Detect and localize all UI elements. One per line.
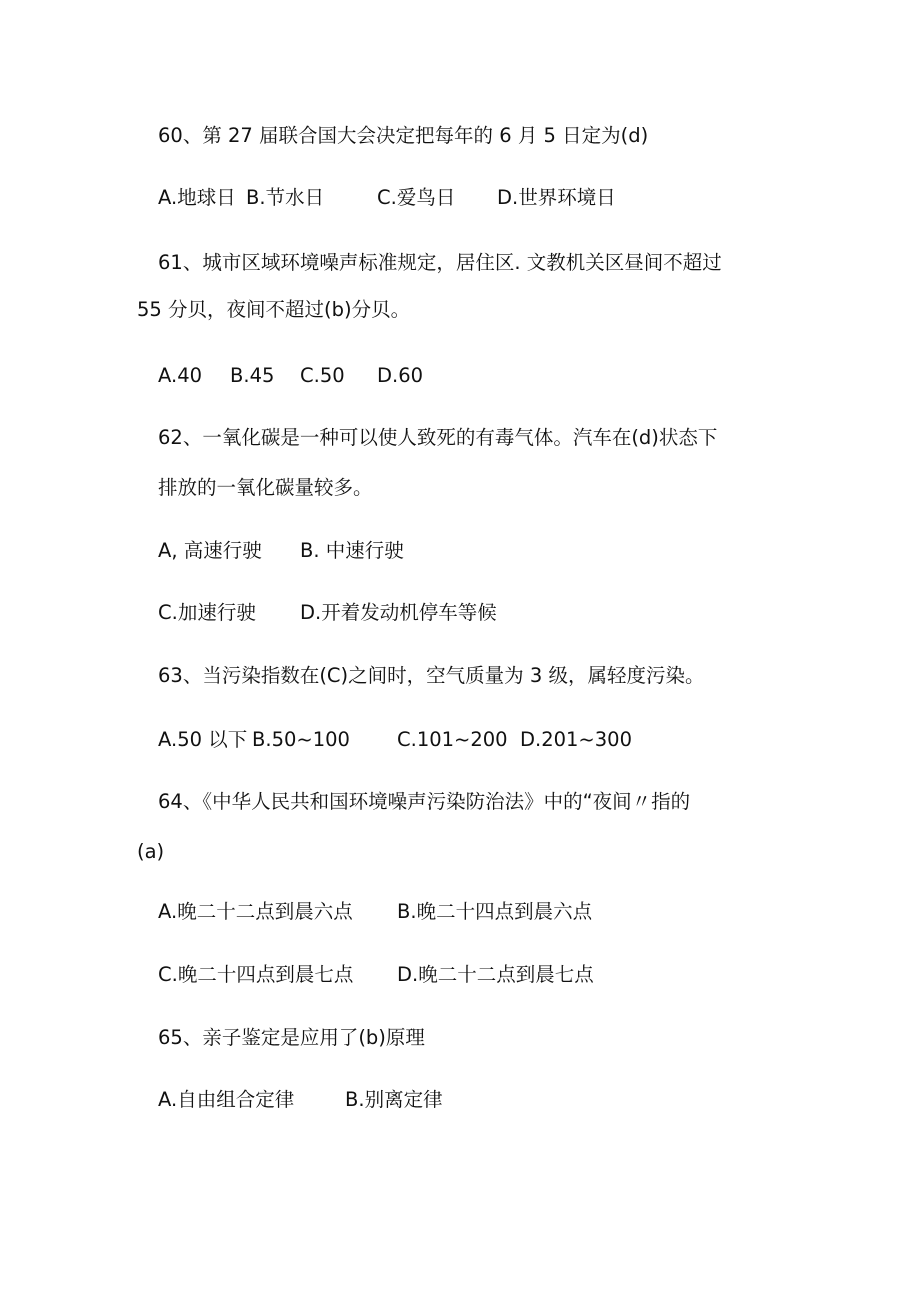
- question-63-option-c: C.101~200: [397, 728, 508, 751]
- question-61-stem-cont: 55 分贝，夜间不超过(b)分贝。: [137, 298, 411, 321]
- question-62-option-c: C.加速行驶: [158, 601, 256, 624]
- question-64-option-d: D.晚二十二点到晨七点: [397, 963, 594, 986]
- question-62-stem-cont: 排放的一氧化碳量较多。: [158, 476, 373, 499]
- question-62-option-b: B. 中速行驶: [300, 539, 404, 562]
- question-63-option-a: A.50 以下: [158, 728, 248, 751]
- question-60-stem: 60、第 27 届联合国大会决定把每年的 6 月 5 日定为(d): [158, 124, 649, 147]
- question-65-option-a: A.自由组合定律: [158, 1088, 295, 1111]
- question-60-option-b: B.节水日: [246, 186, 325, 209]
- question-60-option-a: A.地球日: [158, 186, 236, 209]
- question-64-option-b: B.晚二十四点到晨六点: [397, 900, 593, 923]
- question-64-stem-cont: (a): [137, 840, 165, 863]
- question-61-stem: 61、城市区域环境噪声标准规定，居住区. 文教机关区昼间不超过: [158, 251, 722, 274]
- question-60-option-d: D.世界环境日: [497, 186, 616, 209]
- question-61-option-b: B.45: [230, 364, 275, 387]
- question-63-option-d: D.201~300: [520, 728, 632, 751]
- question-65-stem: 65、亲子鉴定是应用了(b)原理: [158, 1026, 425, 1049]
- question-61-option-c: C.50: [300, 364, 345, 387]
- question-62-option-d: D.开着发动机停车等候: [300, 601, 497, 624]
- question-61-option-a: A.40: [158, 364, 203, 387]
- question-60-option-c: C.爱鸟日: [377, 186, 456, 209]
- question-62-option-a: A, 高速行驶: [158, 539, 262, 562]
- question-63-option-b: B.50~100: [252, 728, 350, 751]
- question-65-option-b: B.别离定律: [345, 1088, 443, 1111]
- question-62-stem: 62、一氧化碳是一种可以使人致死的有毒气体。汽车在(d)状态下: [158, 426, 718, 449]
- question-64-stem: 64、《中华人民共和国环境噪声污染防治法》中的“夜间〃指的: [158, 790, 691, 813]
- question-64-option-a: A.晚二十二点到晨六点: [158, 900, 353, 923]
- question-61-option-d: D.60: [377, 364, 424, 387]
- question-63-stem: 63、当污染指数在(C)之间时，空气质量为 3 级，属轻度污染。: [158, 664, 705, 687]
- question-64-option-c: C.晚二十四点到晨七点: [158, 963, 354, 986]
